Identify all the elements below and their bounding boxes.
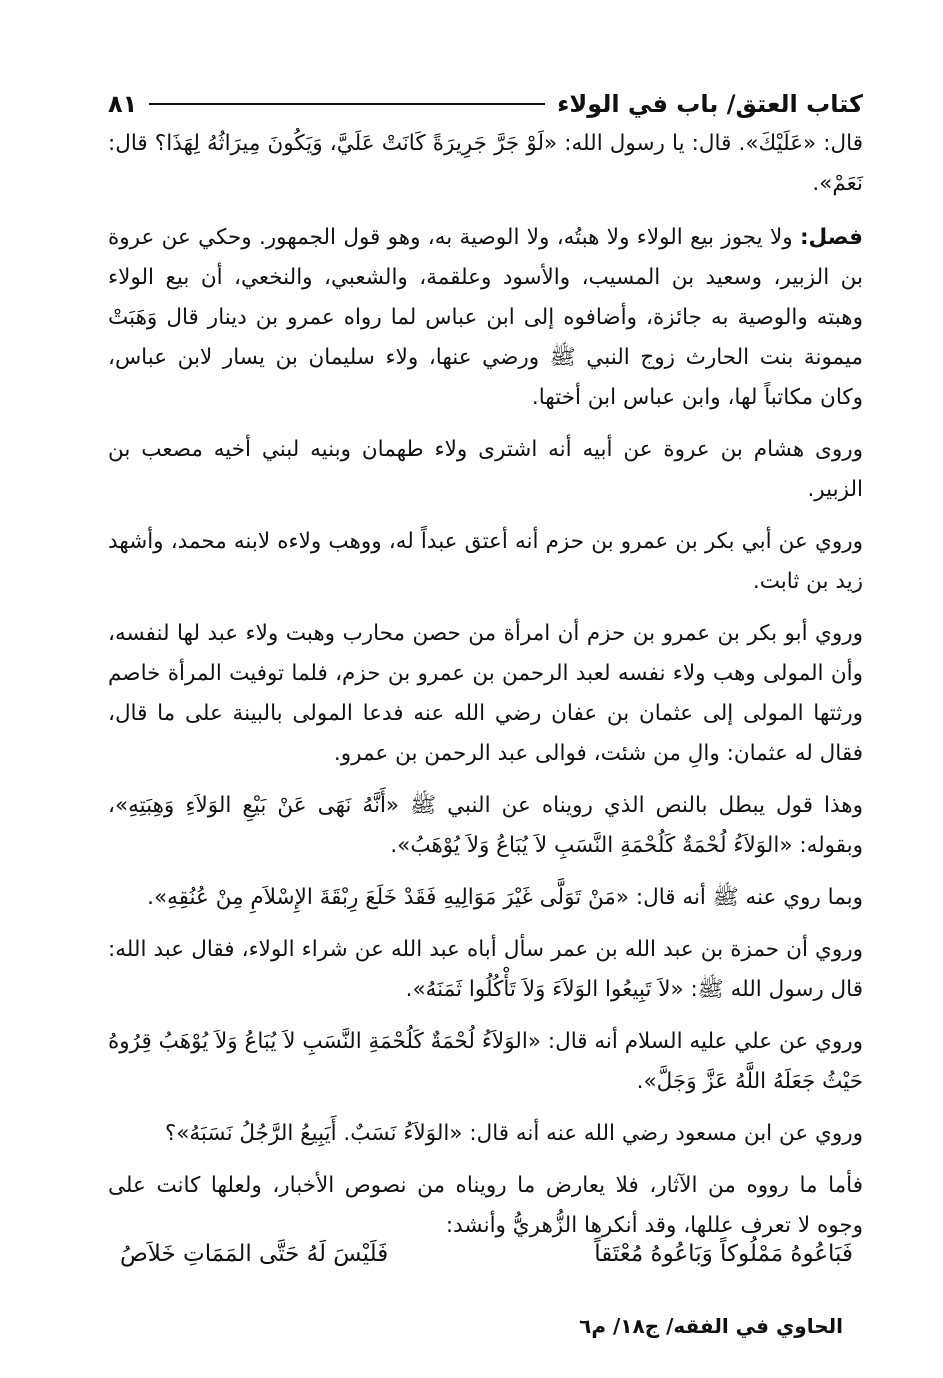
verse-second-hemistich: فَلَيْسَ لَهُ حَتَّى المَمَاتِ خَلاَصُ xyxy=(120,1241,389,1267)
paragraph: فأما ما رووه من الآثار، فلا يعارض ما رويناه من نصوص الأخبار، ولعلها كانت على وجوه لا تعرف عللها، وقد أنكرها الزُّهريُّ وأنشد: xyxy=(108,1173,863,1238)
paragraph: وروي عن علي عليه السلام أنه قال: «الوَلاَءُ لُحْمَةٌ كَلُحْمَةِ النَّسَبِ لاَ يُبَاعُ وَلاَ يُوْهَبُ قِرُوهُ حَيْثُ جَعَلَهُ اللَّهُ عَزَّ وَجَلَّ». xyxy=(108,1029,863,1094)
page-number: ٨١ xyxy=(108,90,138,118)
paragraph: وبما روي عنه ﷺ أنه قال: «مَنْ تَوَلَّى غَيْرَ مَوَالِيهِ فَقَدْ خَلَعَ رِبْقَةَ الإِسْلاَمِ مِنْ عُنُقِهِ». xyxy=(147,885,863,910)
section-lead: فصل: xyxy=(799,225,863,250)
paragraph: وروي أبو بكر بن عمرو بن حزم أن امرأة من حصن محارب وهبت ولاء عبد لها لنفسه، وأن المولى وهب ولاء نفسه لعبد الرحمن بن عمرو بن حزم، فلما توفيت المرأة خاصم ورثتها المولى إلى عثمان بن عفان رضي الله عنه فدعا المولى بالبينة على ما قال، فقال له عثمان: والِ من شئت، فوالى عبد الرحمن بن عمرو. xyxy=(108,621,863,766)
paragraph: وروي عن أبي بكر بن عمرو بن حزم أنه أعتق عبداً له، ووهب ولاءه لابنه محمد، وأشهد زيد بن ثابت. xyxy=(108,529,863,594)
page-footer: الحاوي في الفقه/ ج١٨/ م٦ xyxy=(579,1314,843,1338)
paragraph: قال: «عَلَيْكَ». قال: يا رسول الله: «لَوْ جَرَّ جَرِيرَةً كَانَتْ عَلَيَّ، وَيَكُونَ مِيرَاثُهُ لِهَذَا؟ قال: نَعَمْ». xyxy=(108,131,863,196)
verse-first-hemistich: فَبَاعُوهُ مَمْلُوكاً وَبَاعُوهُ مُعْتَقاً xyxy=(594,1241,853,1267)
page-header xyxy=(108,84,863,124)
page-body xyxy=(108,124,863,1258)
header-rule xyxy=(149,103,545,105)
paragraph: وهذا قول يبطل بالنص الذي رويناه عن النبي ﷺ «أَنَّهُ نَهَى عَنْ بَيْعِ الوَلاَءِ وَهِبَتِهِ»، وبقوله: «الوَلاَءُ لُحْمَةٌ كَلُحْمَةِ النَّسَبِ لاَ يُبَاعُ وَلاَ يُوْهَبُ». xyxy=(108,793,863,858)
poetry-verse xyxy=(120,1232,853,1276)
paragraph: وروى هشام بن عروة عن أبيه أنه اشترى ولاء طهمان وبنيه لبني أخيه مصعب بن الزبير. xyxy=(108,437,863,502)
paragraph: فصل: ولا يجوز بيع الولاء ولا هبتُه، ولا الوصية به، وهو قول الجمهور. وحكي عن عروة بن الزبير، وسعيد بن المسيب، والأسود وعلقمة، والشعبي، والنخعي، أن بيع الولاء وهبته والوصية به جائزة، وأضافوه إلى ابن عباس لما رواه عمرو بن دينار قال وَهَبَتْ ميمونة بنت الحارث زوج النبي ﷺ ورضي عنها، ولاء سليمان بن يسار لابن عباس، وكان مكاتباً لها، وابن عباس ابن أختها. xyxy=(108,225,863,410)
running-title: كتاب العتق/ باب في الولاء xyxy=(557,90,863,118)
paragraph: وروي عن ابن مسعود رضي الله عنه أنه قال: «الوَلاَءُ نَسَبٌ. أَيَبِيعُ الرَّجُلُ نَسَبَهُ»؟ xyxy=(164,1121,863,1146)
paragraph: وروي أن حمزة بن عبد الله بن عمر سأل أباه عبد الله عن شراء الولاء، فقال عبد الله: قال رسول الله ﷺ: «لاَ تَبِيعُوا الوَلاَءَ وَلاَ تَأْكُلُوا ثَمَنَهُ». xyxy=(108,937,863,1002)
